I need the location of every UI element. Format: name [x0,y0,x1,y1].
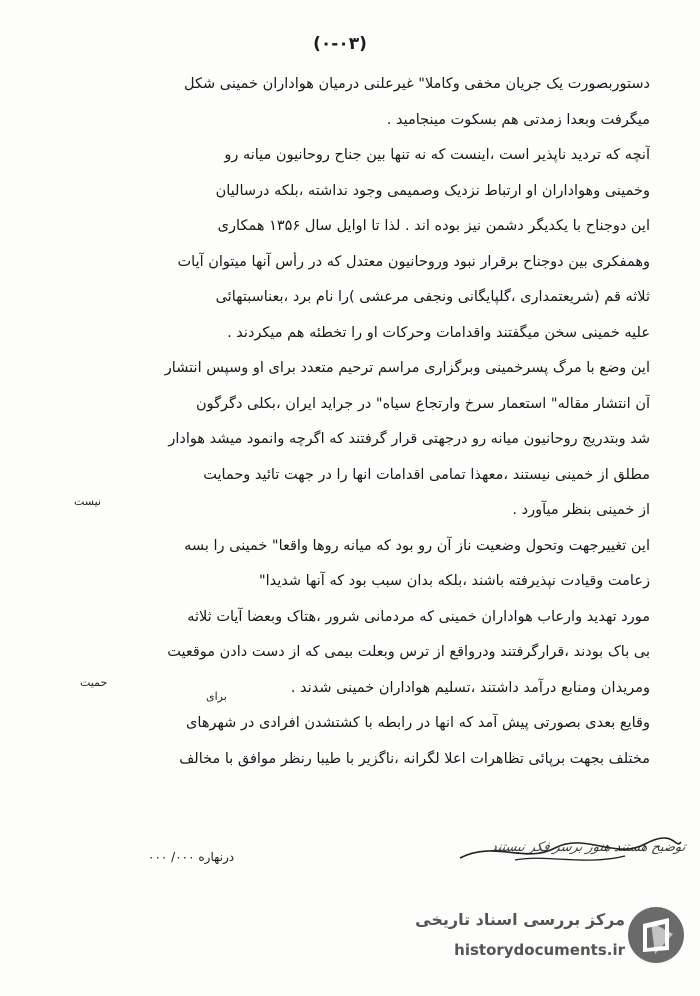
reference-number: درنهاره ۰۰۰/ ۰۰۰ [148,850,235,864]
text-line: این وضع با مرگ پسرخمینی وبرگزاری مراسم ترحیم متعدد برای او وسپس انتشار [164,360,650,376]
archive-logo-icon [625,904,687,966]
text-line: مختلف بجهت برپائی تظاهرات اعلا لگرانه ،ناگزیر با طیبا رنظر موافق با مخالف [179,750,650,767]
watermark-url: historydocuments.ir [454,941,625,959]
signature-text: توضیح هستند هنوز برسر فکر نیستند [488,840,687,855]
text-line: آن انتشار مقاله" استعمار سرخ وارتجاع سیاه" در جراید ایران ،بکلی دگرگون [196,395,650,412]
text-line: وقایع بعدی بصورتی پیش آمد که انها در رابطه با کشتشدن افرادی در شهرهای [186,715,650,731]
handwritten-insertion: حمیت [80,676,108,689]
text-line: علیه خمینی سخن میگفتند واقدامات وحرکات او را تخطئه هم میکردند . [227,324,650,341]
text-line: زعامت وقیادت نپذیرفته باشند ،بلکه بدان سبب بود که آنها شدیدا" [258,573,650,589]
watermark-title: مرکز بررسی اسناد تاریخی [415,910,625,929]
text-line: میگرفت وبعدا زمدتی هم بسکوت مینجامید . [386,111,650,128]
text-line: وهمفکری بین دوجناح برقرار نبود وروحانیون معتدل که در رأس آنها میتوان آیات [177,253,650,270]
text-line: بی باک بودند ،قرارگرفتند ودرواقع از ترس وبعلت بیمی که از دست دادن موقعیت [167,644,650,660]
text-line: ومریدان ومنابع درآمد داشتند ،تسلیم هواداران خمینی شدند . [290,679,650,696]
page-number: (٠٣-٠) [313,34,367,54]
text-line: از خمینی بنظر میآورد . [512,502,650,518]
text-line: مطلق از خمینی نیستند ،معهذا تمامی اقدامات انها را در جهت تائید وحمایت [203,466,650,483]
handwritten-signature [455,830,685,870]
text-line: آنچه که تردید ناپذیر است ،اینست که نه تنها بین جناح روحانیون میانه رو [224,147,650,163]
archive-watermark [410,900,695,990]
text-line: شد وبتدریج روحانیون میانه رو درجهتی قرار گرفتند که اگرچه وانمود میشد هوادار [168,431,650,447]
text-line: این دوجناح با یکدیگر دشمن نیز بوده اند . لذا تا اوایل سال ۱۳۵۶ همکاری [217,218,650,234]
text-line: مورد تهدید وارعاب هواداران خمینی که مردمانی شرور ،هتاک وبعضا آیات ثلاثه [187,608,650,625]
handwritten-insertion: نیست [74,495,101,508]
text-line: ثلاثه قم (شریعتمداری ،گلپایگانی ونجفی مرعشی )را نام برد ،بعناسبتهائی [215,289,650,305]
text-line: وخمینی وهواداران او ارتباط نزدیک وصمیمی وجود نداشته ،بلکه درسالیان [215,182,650,199]
text-line: دستوربصورت یک جریان مخفی وکاملا" غیرعلنی درمیان هواداران خمینی شکل [184,76,650,92]
handwritten-insertion: برای [206,690,227,703]
text-line: این تغییرجهت وتحول وضعیت ناز آن رو بود که میانه روها واقعا" خمینی را بسه [184,537,650,554]
document-body [60,74,650,784]
